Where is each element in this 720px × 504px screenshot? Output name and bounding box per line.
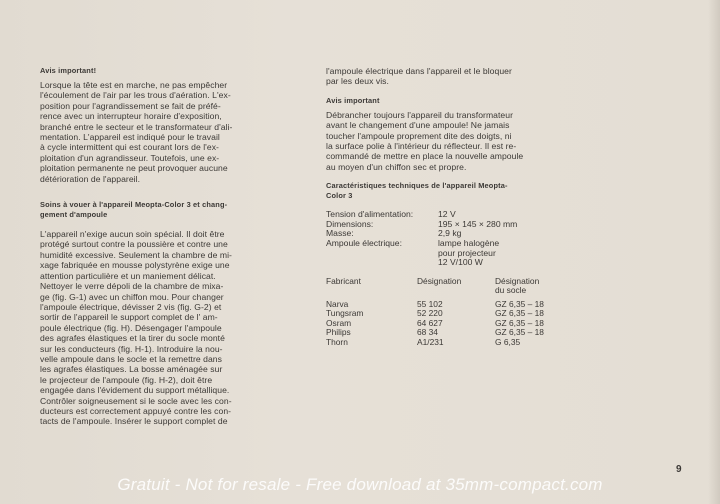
watermark-text: Gratuit - Not for resale - Free download at 35mm-compact.com <box>117 475 603 494</box>
column-header-designation-socle <box>495 277 544 300</box>
text-line: protégé surtout contre la poussière et contre une <box>40 239 228 250</box>
header-line: Désignation <box>495 275 540 286</box>
text-line: Lorsque la tête est en marche, ne pas empêcher <box>40 80 228 90</box>
paragraph-maintenance <box>40 229 302 427</box>
table-cell: GZ 6,35 – 18 <box>495 327 544 338</box>
paragraph-warning <box>326 110 588 172</box>
spec-key <box>326 258 438 268</box>
spec-value: 12 V/100 W <box>438 257 483 268</box>
table-header-row <box>326 277 544 300</box>
text-line: des agrafes élastiques et la tirer du socle monté <box>40 333 225 344</box>
text-line: avant le changement d'une ampoule! Ne jamais <box>326 120 510 131</box>
table-cell: GZ 6,35 – 18 <box>495 298 544 309</box>
text-line: Débrancher toujours l'appareil du transformateur <box>326 109 513 120</box>
table-cell: GZ 6,35 – 18 <box>495 317 544 328</box>
text-line: au moyen d'un chiffon sec et propre. <box>326 161 467 172</box>
text-line: l'écoulement de l'air par les trous d'aération. L'ex- <box>40 90 231 101</box>
table-cell: Osram <box>326 317 352 328</box>
table-cell: 68 34 <box>417 327 438 338</box>
heading-line: Caractéristiques techniques de l'appareil Meopta- <box>326 181 508 191</box>
table-cell: 55 102 <box>417 298 443 309</box>
spec-value: pour projecteur <box>438 247 496 258</box>
table-cell: G 6,35 <box>495 337 521 347</box>
heading-line: Color 3 <box>326 191 353 201</box>
left-column <box>40 66 302 427</box>
text-line: tacts de l'ampoule. Insérer le support complet de <box>40 416 228 427</box>
text-line: les agrafes élastiques. La bosse aménagée sur <box>40 364 223 375</box>
text-line: par les deux vis. <box>326 76 389 87</box>
paragraph-continuation <box>326 66 588 87</box>
spec-key: Ampoule électrique: <box>326 238 402 249</box>
page-edge-shadow <box>708 0 720 504</box>
spec-key <box>326 249 438 259</box>
text-line: ploitation d'un agrandisseur. Toutefois, une ex- <box>40 152 220 163</box>
column-header-designation: Désignation <box>417 275 462 286</box>
text-line: L'appareil n'exige aucun soin spécial. Il doit être <box>40 229 225 240</box>
table-cell: 52 220 <box>417 308 443 319</box>
text-line: branché entre le secteur et le transformateur d'ali- <box>40 121 233 132</box>
text-line: à cycle intermittent qui est courant lors de l'ex- <box>40 142 219 153</box>
spec-value: 2,9 kg <box>438 228 462 239</box>
text-line: attention particulière et un maniement délicat. <box>40 270 216 281</box>
table-cell: A1/231 <box>417 337 444 347</box>
text-line: le projecteur de l'ampoule (fig. H-2), doit être <box>40 374 213 385</box>
text-line: toucher l'ampoule proprement dite des doigts, ni <box>326 130 512 141</box>
table-row <box>326 338 544 348</box>
table-cell: Narva <box>326 298 349 309</box>
spec-value: 195 × 145 × 280 mm <box>438 218 518 229</box>
table-cell: Philips <box>326 327 351 338</box>
heading-caracteristiques <box>326 181 588 201</box>
header-line: du socle <box>495 285 527 296</box>
column-header-fabricant: Fabricant <box>326 275 361 286</box>
text-line: poule électrique (fig. H). Désengager l'ampoule <box>40 322 222 333</box>
manufacturer-table <box>326 277 544 348</box>
text-line: rence avec un interrupteur horaire d'exposition, <box>40 111 222 122</box>
heading-avis-important-1: Avis important! <box>40 66 97 75</box>
text-line: Contrôler soigneusement si le socle avec les con- <box>40 395 232 406</box>
spec-table <box>326 210 517 268</box>
text-line: position pour l'agrandissement se fait de préfé- <box>40 100 221 111</box>
spec-row <box>326 220 517 230</box>
paragraph-ventilation <box>40 80 302 184</box>
text-line: engagée dans l'évidement du support métallique. <box>40 385 230 396</box>
text-line: l'ampoule électrique dans l'appareil et le bloquer <box>326 66 512 76</box>
text-line: mentation. L'appareil est indiqué pour le travail <box>40 132 220 143</box>
text-line: Nettoyer le verre dépoli de la chambre de mixa- <box>40 281 224 292</box>
spec-row <box>326 258 517 268</box>
heading-line: Soins à vouer à l'appareil Meopta-Color 3 et chang- <box>40 200 228 210</box>
heading-soins <box>40 200 302 220</box>
right-column <box>326 66 588 348</box>
heading-line: gement d'ampoule <box>40 210 108 220</box>
heading-avis-important-2: Avis important <box>326 95 380 105</box>
spec-row <box>326 249 517 259</box>
text-line: humidité excessive. Seulement la chambre de mi- <box>40 249 232 260</box>
table-cell: Tungsram <box>326 308 364 319</box>
text-line: détérioration de l'appareil. <box>40 173 141 184</box>
table-cell: 64 627 <box>417 317 443 328</box>
text-line: ducteurs est correctement appuyé contre les con- <box>40 405 232 416</box>
text-line: velle ampoule dans le socle et la remettre dans <box>40 353 222 364</box>
spec-key: Masse: <box>326 228 354 239</box>
spec-key: Tension d'alimentation: <box>326 209 414 220</box>
spec-key: Dimensions: <box>326 218 374 229</box>
spec-value: 12 V <box>438 209 456 220</box>
text-line: l'ampoule électrique, dévisser 2 vis (fig. G-2) et <box>40 301 222 312</box>
text-line: commandé de mettre en place la nouvelle ampoule <box>326 151 524 162</box>
table-cell: GZ 6,35 – 18 <box>495 308 544 319</box>
text-line: la surface polie à l'intérieur du réflecteur. Il est re- <box>326 141 517 152</box>
text-line: sortir de l'appareil le support complet de l' am- <box>40 312 218 323</box>
page-number: 9 <box>676 464 682 475</box>
text-line: xage fabriquée en mousse polystyrène exige une <box>40 260 230 271</box>
text-line: ploitation permanente ne peut provoquer aucune <box>40 163 228 174</box>
spec-value: lampe halogène <box>438 238 500 249</box>
text-line: sur les conducteurs (fig. H-1). Introduire la nou- <box>40 343 223 354</box>
table-cell: Thorn <box>326 337 348 347</box>
text-line: ge (fig. G-1) avec un chiffon mou. Pour changer <box>40 291 224 302</box>
